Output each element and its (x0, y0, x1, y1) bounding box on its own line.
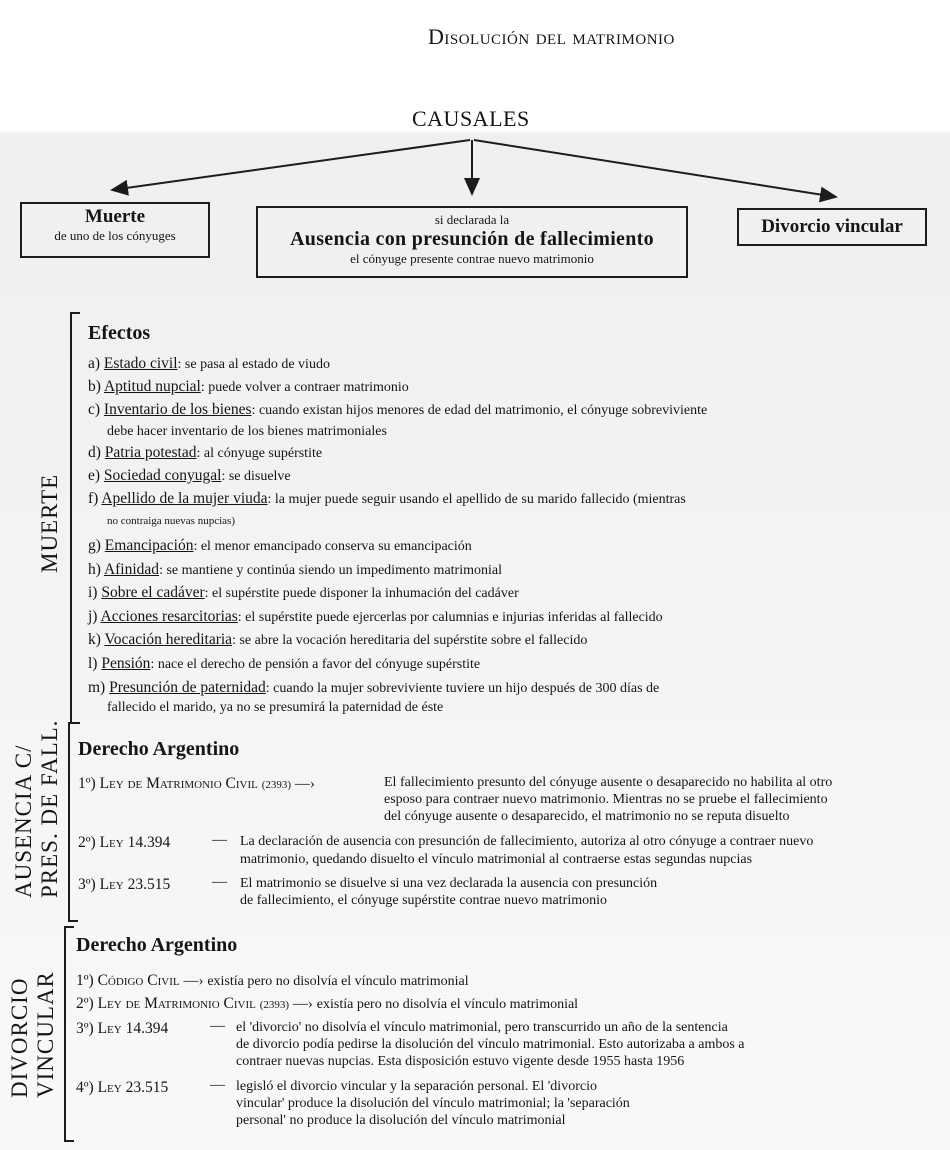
box-divorcio-title: Divorcio vincular (761, 216, 903, 237)
arrow-to-muerte (112, 140, 470, 190)
divorcio-law-4-line: vincular' produce la disolución del vínculo matrimonial; la 'separación (236, 1096, 630, 1111)
box-ausencia-pre: si declarada la (434, 212, 510, 227)
divorcio-law-3-line: contraer nuevas nupcias. Esta disposición estuvo vigente desde 1955 hasta 1956 (236, 1054, 685, 1069)
efecto-item: i) Sobre el cadáver: el supérstite puede disponer la inhumación del cadáver (88, 584, 519, 601)
box-ausencia-post: el cónyuge presente contrae nuevo matrimonio (350, 251, 594, 266)
efecto-item: g) Emancipación: el menor emancipado conserva su emancipación (88, 537, 472, 554)
box-muerte-title: Muerte (84, 206, 146, 227)
ausencia-law-3-arrow: — (212, 874, 227, 890)
ausencia-law-2-line: matrimonio, quedando disuelto el vínculo matrimonial al contraerse estas segundas nupcias (240, 852, 753, 867)
divorcio-heading: Derecho Argentino (76, 934, 238, 956)
efecto-item-cont: fallecido el marido, ya no se presumirá la paternidad de éste (107, 700, 444, 715)
efecto-item: j) Acciones resarcitorias: el supérstite puede ejercerlas por calumnias e injurias inferidas al fallecido (88, 608, 663, 625)
causales-heading: CAUSALES (412, 106, 530, 131)
ausencia-law-1-line: del cónyuge ausente o desaparecido, el matrimonio no se reputa disuelto (384, 809, 790, 824)
bracket-divorcio (64, 926, 74, 1142)
divorcio-law-4: 4º) Ley 23.515 (76, 1079, 169, 1096)
box-muerte-subtitle: de uno de los cónyuges (54, 228, 176, 243)
ausencia-law-3-line: de fallecimiento, el cónyuge supérstite contrae nuevo matrimonio (240, 893, 607, 908)
efecto-item: a) Estado civil: se pasa al estado de viudo (88, 355, 330, 372)
box-muerte (20, 202, 210, 258)
efecto-item: e) Sociedad conyugal: se disuelve (88, 467, 291, 484)
divorcio-law-3-arrow: — (210, 1018, 225, 1034)
efecto-item: f) Apellido de la mujer viuda: la mujer puede seguir usando el apellido de su marido fallecido (mientras (88, 490, 686, 507)
efecto-item: m) Presunción de paternidad: cuando la mujer sobreviviente tuviere un hijo después de 300 días de (88, 679, 660, 696)
efecto-item: h) Afinidad: se mantiene y continúa siendo un impedimento matrimonial (88, 561, 502, 578)
box-ausencia (256, 206, 688, 278)
ausencia-law-1-line: El fallecimiento presunto del cónyuge ausente o desaparecido no habilita al otro (384, 775, 833, 790)
ausencia-law-1: 1º) Ley de Matrimonio Civil (2393) —› (78, 775, 315, 792)
side-label-muerte: MUERTE (37, 473, 62, 573)
page-title: Disolución del matrimonio (428, 24, 675, 49)
ausencia-law-2-line: La declaración de ausencia con presunción de fallecimiento, autoriza al otro cónyuge a contraer nuevo (240, 834, 814, 849)
divorcio-law-3: 3º) Ley 14.394 (76, 1020, 169, 1037)
efecto-item-cont: no contraiga nuevas nupcias) (107, 515, 235, 527)
efecto-item: b) Aptitud nupcial: puede volver a contraer matrimonio (88, 378, 409, 395)
divorcio-law-4-line: legisló el divorcio vincular y la separación personal. El 'divorcio (236, 1079, 597, 1094)
bracket-muerte (70, 312, 80, 724)
efecto-item: k) Vocación hereditaria: se abre la vocación hereditaria del supérstite sobre el fallecido (88, 631, 588, 648)
ausencia-law-3-line: El matrimonio se disuelve si una vez declarada la ausencia con presunción (240, 876, 658, 891)
divorcio-law-1: 1º) Código Civil —› existía pero no disolvía el vínculo matrimonial (76, 972, 469, 989)
divorcio-law-4-arrow: — (210, 1077, 225, 1093)
box-ausencia-title: Ausencia con presunción de fallecimiento (290, 228, 654, 250)
side-label-ausencia-1: AUSENCIA C/ (11, 744, 36, 898)
ausencia-heading: Derecho Argentino (78, 738, 240, 760)
efecto-item: d) Patria potestad: al cónyuge supérstite (88, 444, 323, 461)
box-divorcio (737, 208, 927, 246)
side-label-divorcio-1: DIVORCIO (7, 977, 32, 1098)
ausencia-law-2-arrow: — (212, 832, 227, 848)
efecto-item-cont: debe hacer inventario de los bienes matrimoniales (107, 424, 387, 439)
divorcio-law-3-line: de divorcio podía pedirse la disolución del vínculo matrimonial. Esto autorizaba a ambos a (236, 1037, 745, 1052)
bracket-ausencia (68, 722, 78, 922)
side-label-divorcio-2: VINCULAR (33, 971, 58, 1098)
divorcio-law-3-line: el 'divorcio' no disolvía el vínculo matrimonial, pero transcurrido un año de la sentencia (236, 1020, 728, 1035)
efecto-item: c) Inventario de los bienes: cuando existan hijos menores de edad del matrimonio, el cónyuge sobreviviente (88, 401, 708, 418)
arrow-to-divorcio (474, 140, 836, 197)
ausencia-law-1-line: esposo para contraer nuevo matrimonio. Mientras no se pruebe el fallecimiento (384, 792, 828, 807)
divorcio-law-4-line: personal' no produce la disolución del vínculo matrimonial (236, 1113, 566, 1128)
divorcio-law-2: 2º) Ley de Matrimonio Civil (2393) —› existía pero no disolvía el vínculo matrimonial (76, 995, 579, 1012)
efecto-item: l) Pensión: nace el derecho de pensión a favor del cónyuge supérstite (88, 655, 481, 672)
efectos-heading: Efectos (88, 322, 151, 344)
ausencia-law-2: 2º) Ley 14.394 (78, 834, 171, 851)
side-label-ausencia-2: PRES. DE FALL. (37, 719, 62, 898)
ausencia-law-3: 3º) Ley 23.515 (78, 876, 171, 893)
